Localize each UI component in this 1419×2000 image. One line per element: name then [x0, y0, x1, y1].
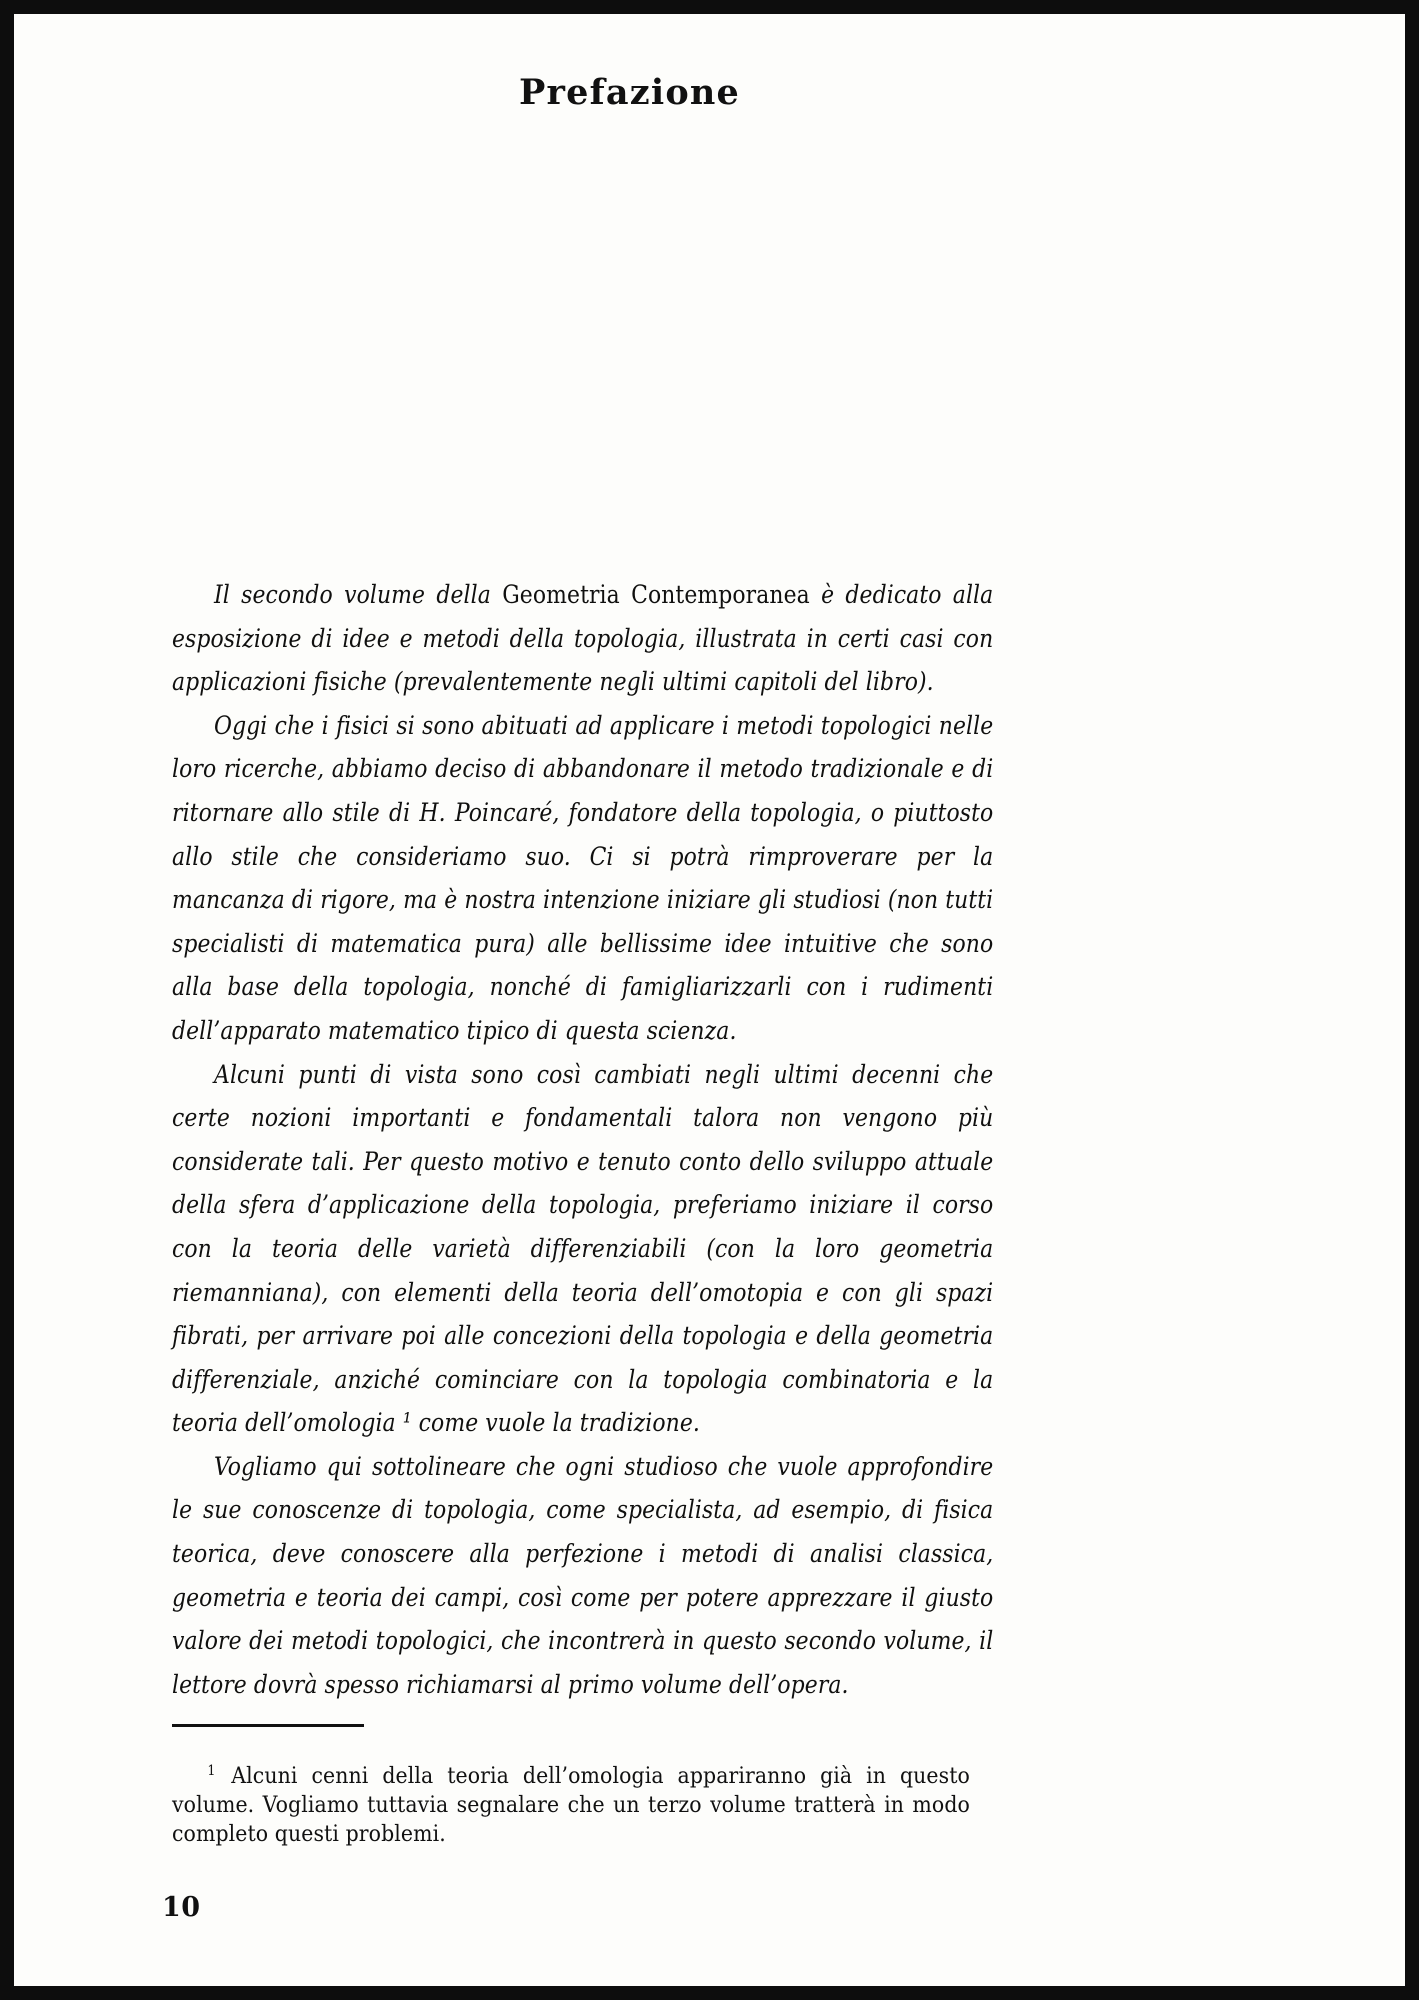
paragraph-1 [172, 574, 993, 705]
paragraph-3 [172, 1054, 993, 1446]
footnote [172, 1762, 970, 1849]
paragraph-3-text: Alcuni punti di vista sono così cambiati negli ultimi decenni che certe nozioni importanti e fondamentali talora non vengono più considerate tali. Per questo motivo e tenuto conto dello sviluppo attuale della sfera d’applicazione della topologia, preferiamo iniziare il corso con la teoria delle varietà differenziabili (con la loro geometria riemanniana), con elementi della teoria dell’omotopia e con gli spazi fibrati, per arrivare poi alle concezioni della topologia e della geometria differenziale, anziché cominciare con la topologia combinatoria e la teoria dell’omologia ¹ come vuole la tradizione. [172, 1059, 994, 1439]
paragraph-4 [172, 1446, 993, 1708]
paragraph-2 [172, 705, 993, 1054]
paragraph-1-run-italic-2: è dedicato alla esposizione di idee e metodi della topologia, illustrata in certi casi con applicazioni fisiche (prevalentemente negli ultimi capitoli del libro). [172, 580, 994, 698]
footnote-marker: 1 [207, 1762, 216, 1779]
footnote-separator-rule [172, 1724, 364, 1727]
body-text-block [172, 574, 1032, 1707]
paragraph-4-text: Vogliamo qui sottolineare che ogni studioso che vuole approfondire le sue conoscenze di topologia, come specialista, ad esempio, di fisica teorica, deve conoscere alla perfezione i metodi di analisi classica, geometria e teoria dei campi, così come per potere apprezzare il giusto valore dei metodi topologici, che incontrerà in questo secondo volume, il lettore dovrà spesso richiamarsi al primo volume dell’opera. [172, 1451, 994, 1700]
page-number: 10 [162, 1892, 201, 1923]
footnote-text: Alcuni cenni della teoria dell’omologia appariranno già in questo volume. Vogliamo tuttavia segnalare che un terzo volume tratterà in modo completo questi problemi. [172, 1764, 970, 1847]
paragraph-1-run-italic-1: Il secondo volume della [214, 580, 503, 610]
page-title: Prefazione [519, 72, 740, 113]
paragraph-2-text: Oggi che i fisici si sono abituati ad applicare i metodi topologici nelle loro ricerche, abbiamo deciso di abbandonare il metodo tradizionale e di ritornare allo stile di H. Poincaré, fondatore della topologia, o piuttosto allo stile che consideriamo suo. Ci si potrà rimproverare per la mancanza di rigore, ma è nostra intenzione iniziare gli studiosi (non tutti specialisti di matematica pura) alle bellissime idee intuitive che sono alla base della topologia, nonché di famigliarizzarli con i rudimenti dell’apparato matematico tipico di questa scienza. [172, 710, 994, 1046]
paragraph-1-run-roman-title: Geometria Contemporanea [502, 580, 810, 610]
